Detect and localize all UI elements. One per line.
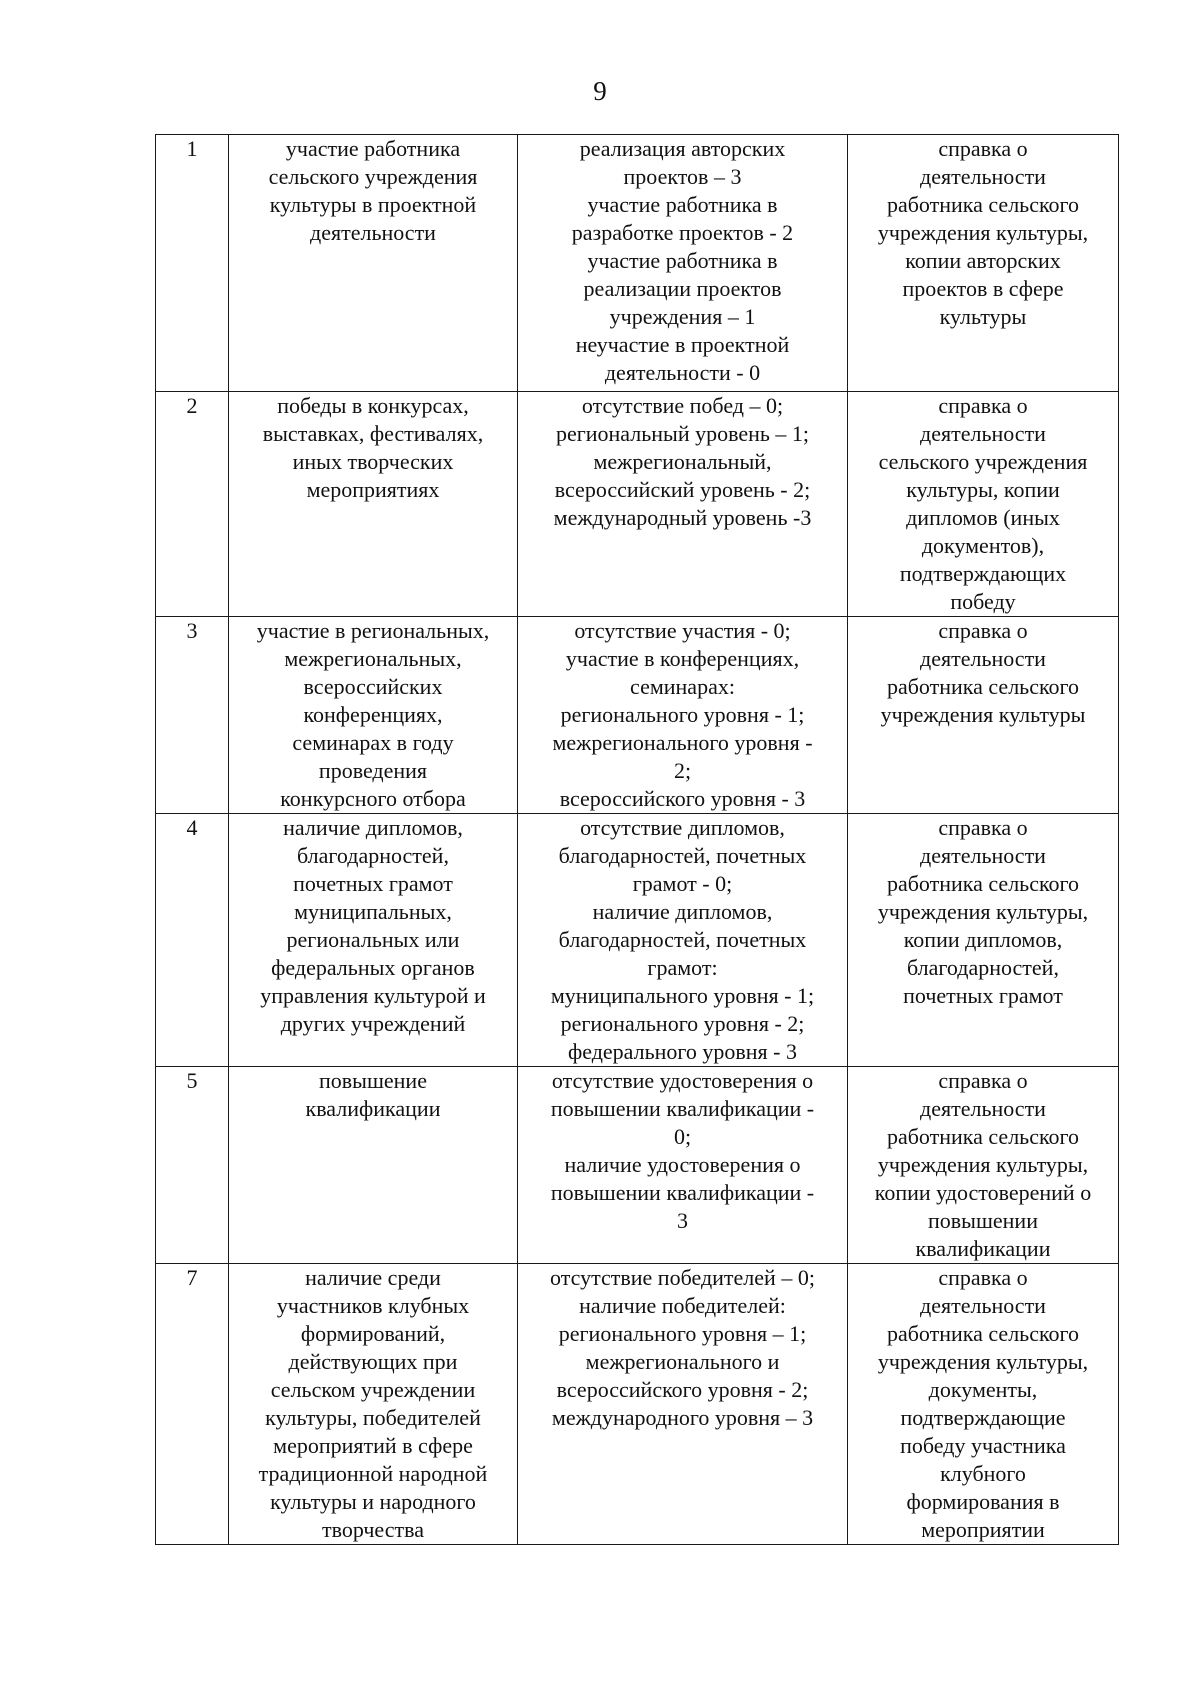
scoring-cell: отсутствие удостоверения о повышении квалификации - 0; наличие удостоверения о повышении квалификации - 3 <box>518 1067 848 1264</box>
table-row <box>156 392 1119 617</box>
scoring-cell: отсутствие побед – 0; региональный уровень – 1; межрегиональный, всероссийский уровень - 2; международный уровень -3 <box>518 392 848 617</box>
documents-cell: справка о деятельности работника сельского учреждения культуры, документы, подтверждающие победу участника клубного формирования в мероприятии <box>848 1264 1119 1545</box>
table-row <box>156 814 1119 1067</box>
row-number: 2 <box>156 392 229 617</box>
table-row <box>156 1264 1119 1545</box>
criterion-cell: повышение квалификации <box>229 1067 518 1264</box>
scoring-cell: отсутствие дипломов, благодарностей, почетных грамот - 0; наличие дипломов, благодарностей, почетных грамот: муниципального уровня - 1; регионального уровня - 2; федерального уровня - 3 <box>518 814 848 1067</box>
row-number: 5 <box>156 1067 229 1264</box>
criterion-cell: победы в конкурсах, выставках, фестивалях, иных творческих мероприятиях <box>229 392 518 617</box>
criteria-table <box>155 134 1119 1545</box>
scoring-cell: отсутствие участия - 0; участие в конференциях, семинарах: регионального уровня - 1; межрегионального уровня - 2; всероссийского уровня - 3 <box>518 617 848 814</box>
row-number: 3 <box>156 617 229 814</box>
criterion-cell: участие в региональных, межрегиональных, всероссийских конференциях, семинарах в году проведения конкурсного отбора <box>229 617 518 814</box>
scoring-cell: отсутствие победителей – 0; наличие победителей: регионального уровня – 1; межрегионального и всероссийского уровня - 2; международного уровня – 3 <box>518 1264 848 1545</box>
documents-cell: справка о деятельности работника сельского учреждения культуры, копии дипломов, благодарностей, почетных грамот <box>848 814 1119 1067</box>
table-row <box>156 617 1119 814</box>
criterion-cell: участие работника сельского учреждения культуры в проектной деятельности <box>229 135 518 392</box>
row-number: 4 <box>156 814 229 1067</box>
documents-cell: справка о деятельности сельского учреждения культуры, копии дипломов (иных документов), подтверждающих победу <box>848 392 1119 617</box>
documents-cell: справка о деятельности работника сельского учреждения культуры <box>848 617 1119 814</box>
table-row <box>156 135 1119 392</box>
row-number: 7 <box>156 1264 229 1545</box>
criterion-cell: наличие среди участников клубных формирований, действующих при сельском учреждении культуры, победителей мероприятий в сфере традиционной народной культуры и народного творчества <box>229 1264 518 1545</box>
criterion-cell: наличие дипломов, благодарностей, почетных грамот муниципальных, региональных или федеральных органов управления культурой и других учреждений <box>229 814 518 1067</box>
scoring-cell: реализация авторских проектов – 3 участие работника в разработке проектов - 2 участие работника в реализации проектов учреждения – 1 неучастие в проектной деятельности - 0 <box>518 135 848 392</box>
documents-cell: справка о деятельности работника сельского учреждения культуры, копии авторских проектов в сфере культуры <box>848 135 1119 392</box>
table-row <box>156 1067 1119 1264</box>
row-number: 1 <box>156 135 229 392</box>
page-number: 9 <box>593 76 607 106</box>
documents-cell: справка о деятельности работника сельского учреждения культуры, копии удостоверений о повышении квалификации <box>848 1067 1119 1264</box>
